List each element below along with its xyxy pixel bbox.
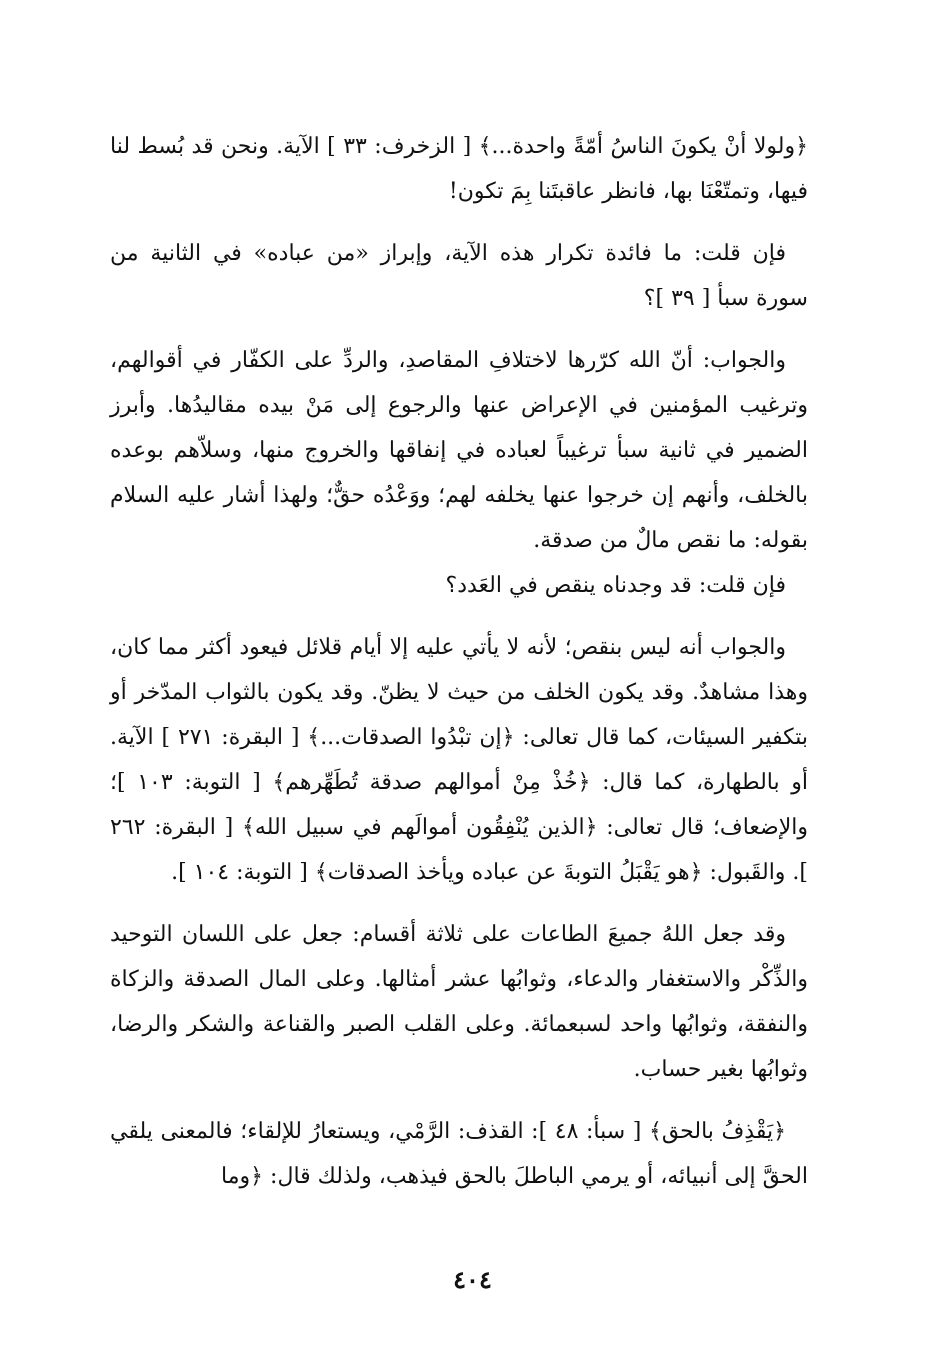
paragraph-answer-repetition: والجواب: أنّ الله كرّرها لاختلافِ المقاصدِ، والردِّ على الكفّار في أقوالهم، وترغيب المؤمنين في الإعراض عنها والرجوع إلى مَنْ بيده مقاليدُها. وأبرز الضمير في ثانية سبأ ترغيباً لعباده في إنفاقها والخروج منها، وسلاّهم بوعده بالخلف، وأنهم إن خرجوا عنها يخلفه لهم؛ ووَعْدُه حقٌّ؛ ولهذا أشار عليه السلام بقوله: ما نقص مالٌ من صدقة. (110, 348, 808, 553)
page-number: ٤٠٤ (453, 1265, 492, 1294)
paragraph-question-repetition: فإن قلت: ما فائدة تكرار هذه الآية، وإبراز «من عباده» في الثانية من سورة سبأ [ ٣٩ ]؟ (110, 241, 808, 311)
paragraph-question-decrease: فإن قلت: قد وجدناه ينقص في العَدد؟ (445, 573, 786, 598)
page-body (110, 124, 808, 1216)
paragraph-answer-decrease: والجواب أنه ليس بنقص؛ لأنه لا يأتي عليه إلا أيام قلائل فيعود أكثر مما كان، وهذا مشاهدٌ. وقد يكون الخلف من حيث لا يظنّ. وقد يكون بالثواب المدّخر أو بتكفير السيئات، كما قال تعالى: ﴿إن تبْدُوا الصدقات...﴾ [ البقرة: ٢٧١ ] الآية. أو بالطهارة، كما قال: ﴿خُذْ مِنْ أموالهم صدقة تُطَهِّرهم﴾ [ التوبة: ١٠٣ ]؛ والإضعاف؛ قال تعالى: ﴿الذين يُنْفِقُون أموالَهم في سبيل الله﴾ [ البقرة: ٢٦٢ ]. والقَبول: ﴿هو يَقْبَلُ التوبةَ عن عباده ويأخذ الصدقات﴾ [ التوبة: ١٠٤ ]. (110, 635, 808, 885)
paragraph-three-categories: وقد جعل اللهُ جميعَ الطاعات على ثلاثة أقسام: جعل على اللسان التوحيد والذِّكْر والاستغفار والدعاء، وثوابُها عشر أمثالها. وعلى المال الصدقة والزكاة والنفقة، وثوابُها واحد لسبعمائة. وعلى القلب الصبر والقناعة والشكر والرضا، وثوابُها بغير حساب. (110, 922, 808, 1082)
paragraph-yaqdhifu-bil-haqq: ﴿يَقْذِفُ بالحق﴾ [ سبأ: ٤٨ ]: القذف: الرَّمْي، ويستعارُ للإلقاء؛ فالمعنى يلقي الحقَّ إلى أنبيائه، أو يرمي الباطلَ بالحق فيذهب، ولذلك قال: ﴿وما (110, 1119, 808, 1189)
paragraph-zukhruf-verse: ﴿ولولا أنْ يكونَ الناسُ أمّةً واحدة...﴾ [ الزخرف: ٣٣ ] الآية. ونحن قد بُسط لنا فيها، وتمتّعْنَا بها، فانظر عاقبتَنا بِمَ تكون! (110, 134, 808, 204)
